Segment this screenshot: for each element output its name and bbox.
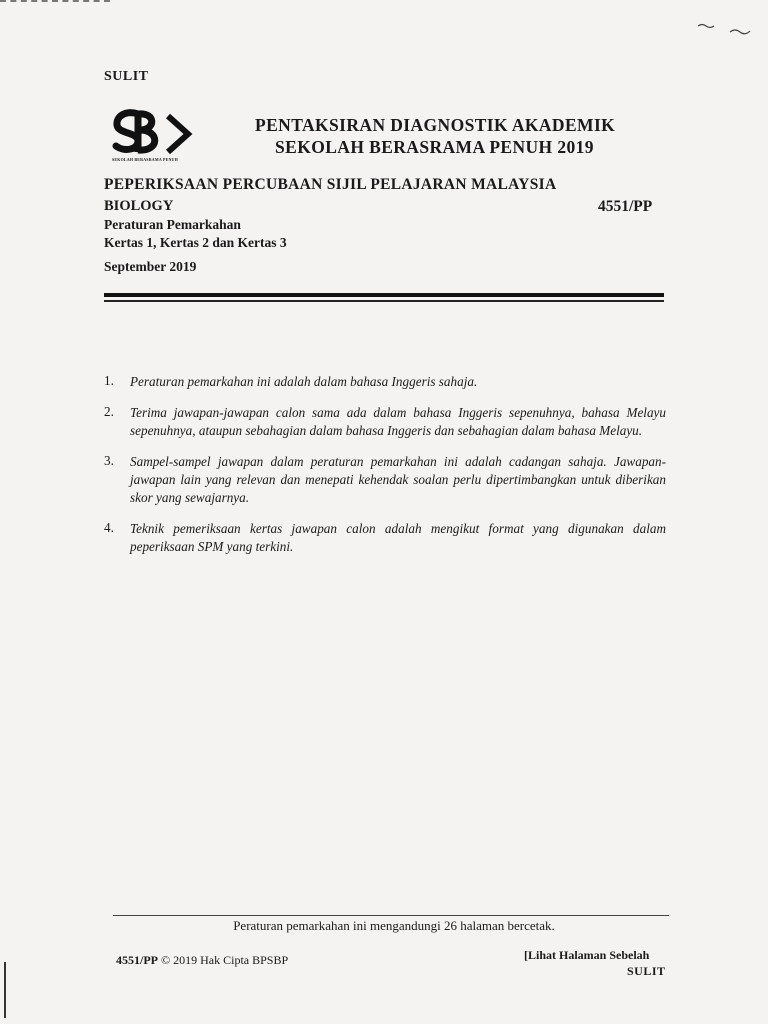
next-page-note: [Lihat Halaman Sebelah: [524, 948, 650, 962]
exam-name: PEPERIKSAAN PERCUBAAN SIJIL PELAJARAN MALAYSIA: [104, 176, 557, 193]
scan-edge-mark: [0, 0, 110, 4]
subject: BIOLOGY: [104, 198, 174, 214]
header-divider-thick: [104, 293, 664, 297]
footer-divider: [113, 915, 669, 916]
header-divider-thin: [104, 300, 664, 302]
list-item: [104, 404, 666, 440]
rule-number: 2.: [104, 404, 114, 419]
rule-number: 1.: [104, 373, 114, 388]
title-line-2: SEKOLAH BERASRAMA PENUH 2019: [275, 137, 594, 157]
rule-number: 3.: [104, 453, 114, 468]
rule-text: Teknik pemeriksaan kertas jawapan calon adalah mengikut format yang digunakan dalam peperiksaan SPM yang terkini.: [130, 521, 666, 554]
footer-copyright: © 2019 Hak Cipta BPSBP: [161, 953, 289, 967]
rule-text: Sampel-sampel jawapan dalam peraturan pemarkahan ini adalah cadangan sahaja. Jawapan-jawapan lain yang relevan dan menepati kehendak soalan perlu dipertimbangkan untuk diberikan skor yang sewajarnya.: [130, 454, 666, 505]
rule-text: Peraturan pemarkahan ini adalah dalam bahasa Inggeris sahaja.: [130, 374, 478, 389]
footer-code: 4551/PP: [116, 953, 158, 967]
rule-text: Terima jawapan-jawapan calon sama ada dalam bahasa Inggeris sepenuhnya, bahasa Melayu sepenuhnya, ataupun sebahagian dalam bahasa Inggeris dan sebahagian dalam bahasa Melayu.: [130, 405, 666, 438]
doc-type: Peraturan Pemarkahan: [104, 217, 241, 232]
title-line-1: PENTAKSIRAN DIAGNOSTIK AKADEMIK: [255, 115, 616, 135]
page-count-note: Peraturan pemarkahan ini mengandungi 26 halaman bercetak.: [233, 918, 555, 933]
paper-code: 4551/PP: [598, 198, 653, 215]
exam-date: September 2019: [104, 259, 197, 274]
papers-included: Kertas 1, Kertas 2 dan Kertas 3: [104, 235, 287, 250]
list-item: [104, 520, 666, 556]
classification-top: SULIT: [104, 69, 149, 84]
footer-left: [116, 953, 288, 968]
marking-rules-list: [104, 373, 666, 569]
scan-margin-mark: [4, 962, 6, 1018]
rule-number: 4.: [104, 520, 114, 535]
pen-scribble-mark: [696, 20, 756, 40]
list-item: [104, 373, 666, 391]
list-item: [104, 453, 666, 507]
logo-caption: SEKOLAH BERASRAMA PENUH: [112, 157, 178, 162]
classification-bottom: SULIT: [627, 964, 666, 978]
